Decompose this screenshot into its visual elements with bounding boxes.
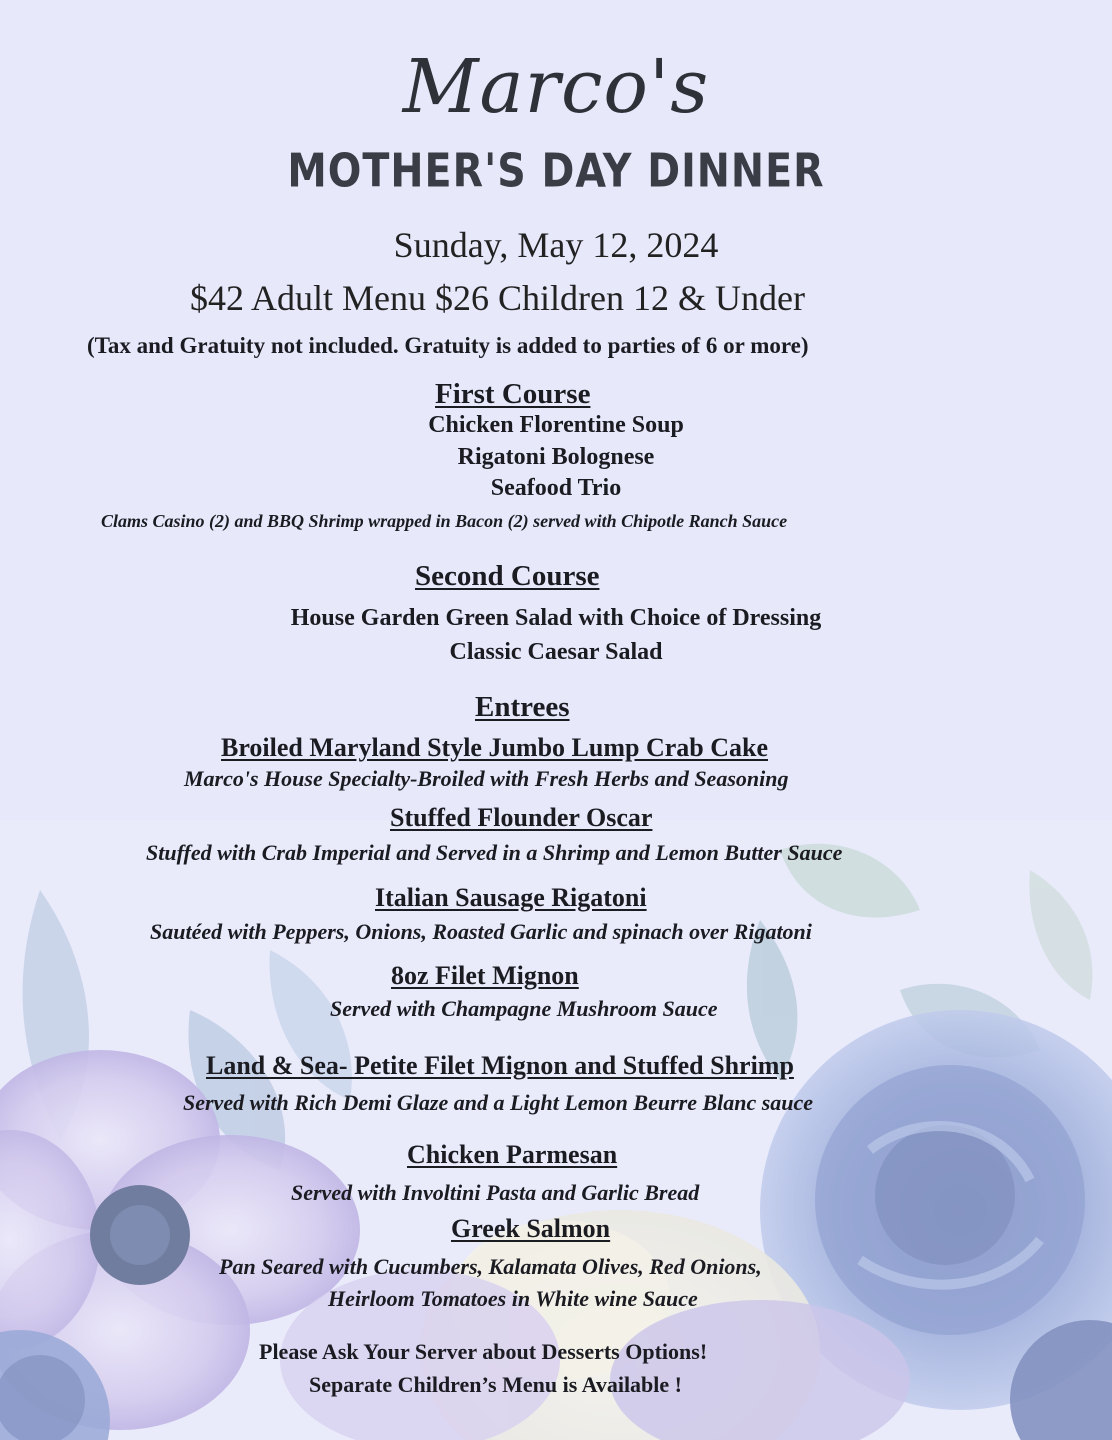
first-course-item: Rigatoni Bolognese [457, 444, 655, 470]
restaurant-name: Marco's [402, 44, 710, 130]
price-line: $42 Adult Menu $26 Children 12 & Under [190, 278, 805, 318]
entree-description: Served with Champagne Mushroom Sauce [330, 996, 718, 1021]
dessert-note: Please Ask Your Server about Desserts Options! [259, 1339, 708, 1364]
entree-description: Served with Involtini Pasta and Garlic Bread [291, 1180, 700, 1205]
entree-name: Italian Sausage Rigatoni [375, 883, 647, 912]
entree-description: Stuffed with Crab Imperial and Served in a Shrimp and Lemon Butter Sauce [146, 840, 843, 865]
entree-name: Greek Salmon [451, 1214, 611, 1243]
second-course-item: Classic Caesar Salad [449, 639, 663, 665]
entree-description: Pan Seared with Cucumbers, Kalamata Olives, Red Onions, [219, 1254, 762, 1279]
event-date: Sunday, May 12, 2024 [393, 225, 719, 265]
entree-name: 8oz Filet Mignon [391, 961, 579, 990]
entree-description: Marco's House Specialty-Broiled with Fresh Herbs and Seasoning [184, 766, 789, 791]
entree-description: Served with Rich Demi Glaze and a Light Lemon Beurre Blanc sauce [183, 1090, 814, 1115]
second-course-item: House Garden Green Salad with Choice of Dressing [290, 605, 822, 631]
entree-name: Stuffed Flounder Oscar [390, 803, 653, 832]
entree-name: Land & Sea- Petite Filet Mignon and Stuffed Shrimp [206, 1051, 794, 1080]
first-course-item: Chicken Florentine Soup [428, 412, 684, 438]
first-course-item: Seafood Trio [490, 475, 622, 501]
entree-name: Chicken Parmesan [407, 1140, 618, 1169]
first-course-heading: First Course [435, 378, 591, 410]
second-course-heading: Second Course [415, 560, 600, 592]
childrens-menu-note: Separate Children’s Menu is Available ! [309, 1372, 682, 1397]
event-title: MOTHER'S DAY DINNER [287, 144, 825, 199]
entree-description: Sautéed with Peppers, Onions, Roasted Garlic and spinach over Rigatoni [150, 919, 812, 944]
entree-description: Heirloom Tomatoes in White wine Sauce [328, 1286, 698, 1311]
entree-name: Broiled Maryland Style Jumbo Lump Crab Cake [221, 733, 769, 762]
seafood-trio-description: Clams Casino (2) and BBQ Shrimp wrapped in Bacon (2) served with Chipotle Ranch Sauce [101, 511, 788, 531]
tax-gratuity-note: (Tax and Gratuity not included. Gratuity is added to parties of 6 or more) [87, 333, 809, 358]
entrees-heading: Entrees [475, 691, 570, 723]
